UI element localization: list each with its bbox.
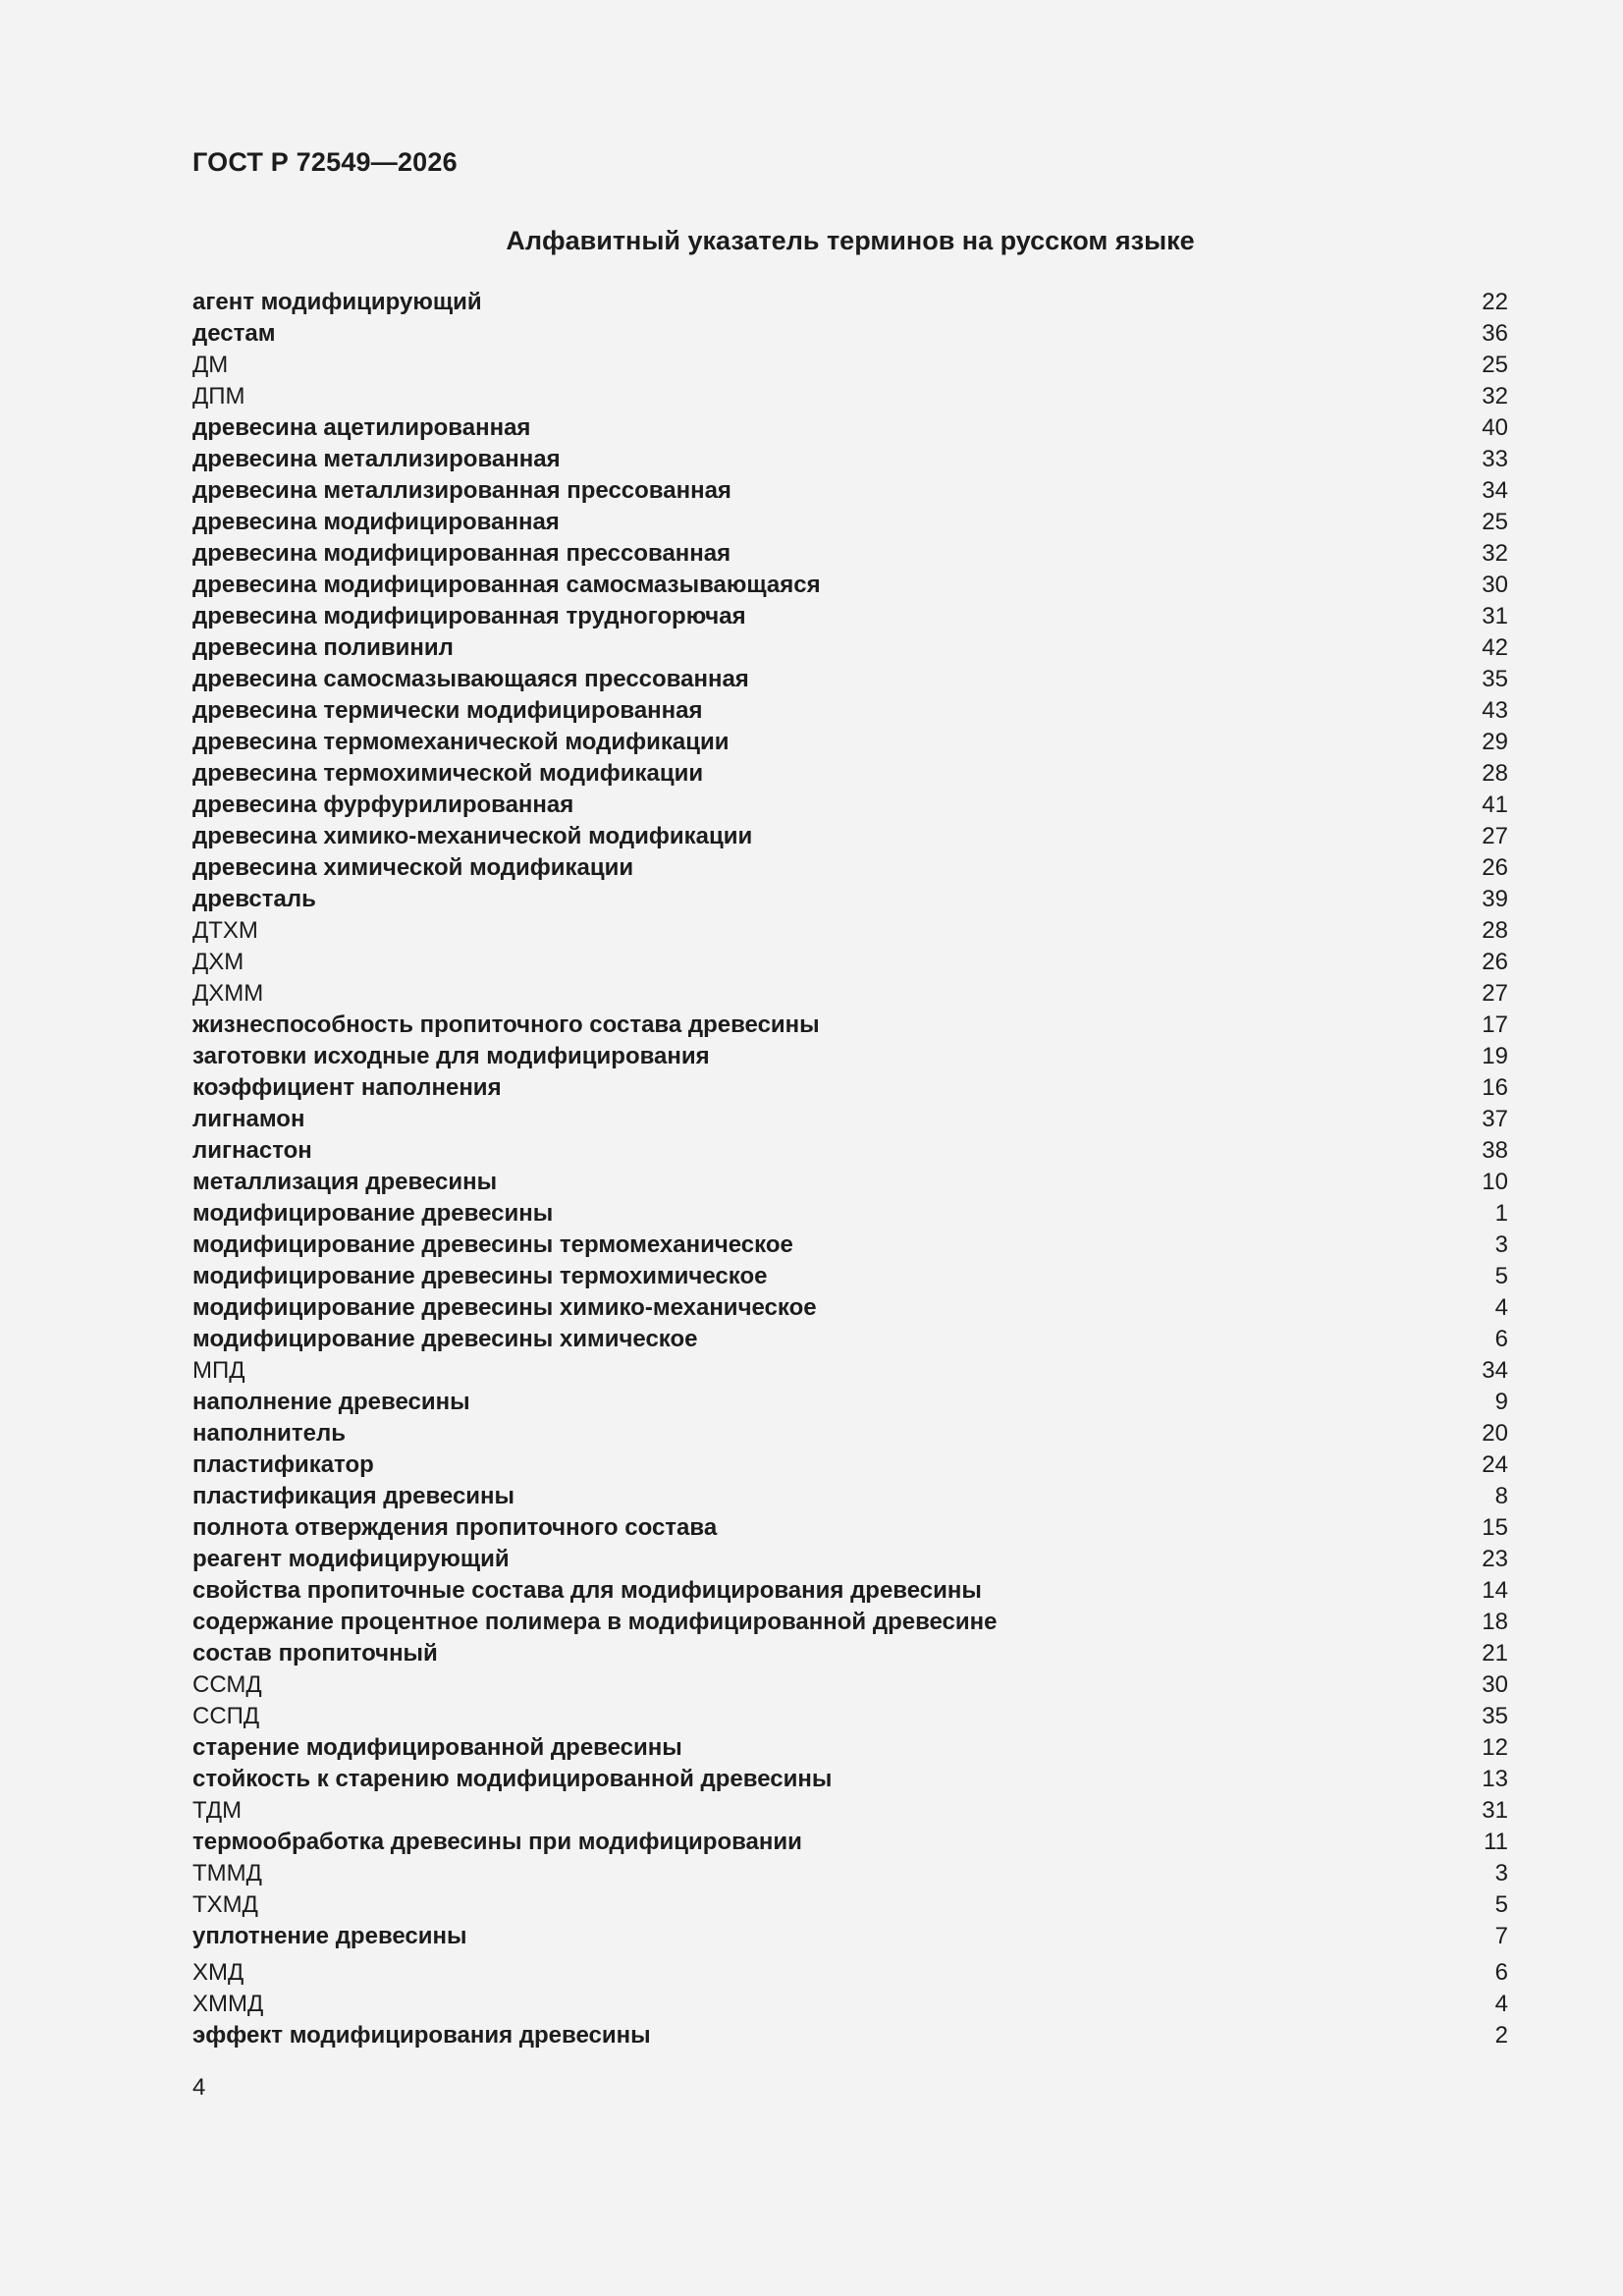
index-entry <box>192 1669 1508 1701</box>
index-term-number: 8 <box>1494 1483 1508 1509</box>
index-term-number: 5 <box>1494 1263 1508 1289</box>
index-entry <box>192 821 1508 852</box>
index-term: наполнитель <box>192 1420 346 1447</box>
index-entry <box>192 1512 1508 1544</box>
index-term: стойкость к старению модифицированной древесины <box>192 1766 833 1792</box>
index-term-number: 38 <box>1482 1137 1508 1164</box>
index-entry <box>192 758 1508 790</box>
index-entry <box>192 1795 1508 1827</box>
index-term: ТХМД <box>192 1891 258 1918</box>
index-entry <box>192 444 1508 475</box>
index-term: содержание процентное полимера в модифицированной древесине <box>192 1609 998 1635</box>
index-term: наполнение древесины <box>192 1389 470 1415</box>
index-entry <box>192 1858 1508 1889</box>
index-entry <box>192 790 1508 821</box>
index-term-number: 26 <box>1482 949 1508 975</box>
index-term-number: 28 <box>1482 760 1508 787</box>
index-entry <box>192 381 1508 412</box>
index-term: дестам <box>192 320 276 347</box>
index-term-number: 37 <box>1482 1106 1508 1132</box>
index-entry <box>192 884 1508 915</box>
index-term: металлизация древесины <box>192 1169 498 1195</box>
index-entry <box>192 727 1508 758</box>
index-entry <box>192 947 1508 978</box>
index-term: модифицирование древесины термомеханическое <box>192 1231 793 1258</box>
index-term: древесина термомеханической модификации <box>192 729 730 755</box>
index-term: уплотнение древесины <box>192 1923 467 1949</box>
index-term-number: 29 <box>1482 729 1508 755</box>
index-term-number: 9 <box>1494 1389 1508 1415</box>
index-term-number: 18 <box>1482 1609 1508 1635</box>
index-term-number: 35 <box>1482 666 1508 692</box>
index-entry <box>192 852 1508 884</box>
index-term: жизнеспособность пропиточного состава древесины <box>192 1011 820 1038</box>
index-term: термообработка древесины при модифицировании <box>192 1829 802 1855</box>
index-term-number: 26 <box>1482 854 1508 881</box>
index-entry <box>192 350 1508 381</box>
index-term-number: 32 <box>1482 383 1508 410</box>
index-term: пластификатор <box>192 1451 374 1478</box>
index-term-number: 4 <box>1494 1991 1508 2017</box>
index-term-number: 19 <box>1482 1043 1508 1069</box>
index-entry <box>192 1732 1508 1764</box>
index-title: Алфавитный указатель терминов на русском языке <box>506 226 1195 255</box>
index-entry <box>192 1041 1508 1072</box>
index-term: древесина поливинил <box>192 634 454 661</box>
index-term: ДХМ <box>192 949 244 975</box>
index-entry <box>192 1135 1508 1167</box>
index-term-number: 22 <box>1482 289 1508 315</box>
index-entry <box>192 318 1508 350</box>
index-entry <box>192 1764 1508 1795</box>
index-entry <box>192 1324 1508 1355</box>
index-entry <box>192 1481 1508 1512</box>
index-entry <box>192 1544 1508 1575</box>
index-entry <box>192 507 1508 538</box>
index-entry <box>192 695 1508 727</box>
index-term: древесина ацетилированная <box>192 414 531 441</box>
index-term: МПД <box>192 1357 245 1384</box>
index-term-number: 40 <box>1482 414 1508 441</box>
index-entry <box>192 1607 1508 1638</box>
index-term: ХММД <box>192 1991 264 2017</box>
index-term: лигнастон <box>192 1137 312 1164</box>
index-term-number: 15 <box>1482 1514 1508 1541</box>
index-term: древесина самосмазывающаяся прессованная <box>192 666 749 692</box>
index-term-number: 27 <box>1482 980 1508 1007</box>
index-entry <box>192 601 1508 632</box>
index-term-number: 34 <box>1482 477 1508 504</box>
index-term-number: 35 <box>1482 1703 1508 1729</box>
index-term-number: 28 <box>1482 917 1508 944</box>
index-term-number: 30 <box>1482 572 1508 598</box>
index-term: ТММД <box>192 1860 262 1886</box>
index-entry <box>192 632 1508 664</box>
index-term: ДМ <box>192 352 229 378</box>
index-term-number: 41 <box>1482 792 1508 818</box>
index-entry <box>192 1072 1508 1104</box>
index-entry <box>192 1638 1508 1669</box>
index-entry <box>192 412 1508 444</box>
page-number: 4 <box>192 2074 206 2101</box>
index-entry <box>192 1167 1508 1198</box>
index-term-number: 10 <box>1482 1169 1508 1195</box>
index-term-number: 6 <box>1494 1959 1508 1986</box>
index-term: древесина модифицированная самосмазывающаяся <box>192 572 821 598</box>
term-index-list <box>192 287 1508 2051</box>
index-term: заготовки исходные для модифицирования <box>192 1043 710 1069</box>
index-term: древесина металлизированная прессованная <box>192 477 731 504</box>
index-entry <box>192 1010 1508 1041</box>
index-term: модифицирование древесины <box>192 1200 554 1227</box>
index-term-number: 31 <box>1482 1797 1508 1824</box>
index-entry <box>192 1198 1508 1230</box>
index-entry <box>192 475 1508 507</box>
index-entry <box>192 1355 1508 1387</box>
index-term-number: 24 <box>1482 1451 1508 1478</box>
index-entry <box>192 1921 1508 1952</box>
index-entry <box>192 1230 1508 1261</box>
index-term-number: 33 <box>1482 446 1508 472</box>
index-term: ДХММ <box>192 980 264 1007</box>
index-term-number: 39 <box>1482 886 1508 912</box>
index-term-number: 3 <box>1494 1231 1508 1258</box>
index-term: агент модифицирующий <box>192 289 482 315</box>
index-entry <box>192 1827 1508 1858</box>
index-term: древесина химической модификации <box>192 854 634 881</box>
index-term: ДТХМ <box>192 917 258 944</box>
index-term-number: 6 <box>1494 1326 1508 1352</box>
index-term-number: 21 <box>1482 1640 1508 1667</box>
index-term-number: 11 <box>1484 1829 1508 1855</box>
index-term-number: 23 <box>1482 1546 1508 1572</box>
index-term: древесина термически модифицированная <box>192 697 703 724</box>
index-term-number: 36 <box>1482 320 1508 347</box>
index-entry <box>192 1387 1508 1418</box>
index-entry <box>192 1701 1508 1732</box>
index-term: древесина металлизированная <box>192 446 561 472</box>
index-term-number: 14 <box>1482 1577 1508 1604</box>
index-entry <box>192 1104 1508 1135</box>
index-term: ХМД <box>192 1959 244 1986</box>
index-term: древсталь <box>192 886 316 912</box>
index-term: древесина модифицированная прессованная <box>192 540 731 567</box>
index-entry <box>192 1957 1508 1989</box>
index-term-number: 20 <box>1482 1420 1508 1447</box>
index-term-number: 32 <box>1482 540 1508 567</box>
index-term-number: 25 <box>1482 509 1508 535</box>
index-term: модифицирование древесины химико-механическое <box>192 1294 817 1321</box>
index-term: древесина модифицированная трудногорючая <box>192 603 746 629</box>
index-term: реагент модифицирующий <box>192 1546 510 1572</box>
index-term: полнота отверждения пропиточного состава <box>192 1514 718 1541</box>
index-term: свойства пропиточные состава для модифицирования древесины <box>192 1577 982 1604</box>
index-term-number: 2 <box>1494 2022 1508 2049</box>
index-entry <box>192 1261 1508 1292</box>
index-term: эффект модифицирования древесины <box>192 2022 651 2049</box>
document-header: ГОСТ Р 72549—2026 <box>192 147 458 177</box>
index-term-number: 4 <box>1494 1294 1508 1321</box>
index-term-number: 1 <box>1494 1200 1508 1227</box>
index-term-number: 25 <box>1482 352 1508 378</box>
index-term-number: 3 <box>1494 1860 1508 1886</box>
index-entry <box>192 570 1508 601</box>
index-term: модифицирование древесины химическое <box>192 1326 698 1352</box>
index-entry <box>192 1292 1508 1324</box>
index-term: ДПМ <box>192 383 245 410</box>
index-entry <box>192 915 1508 947</box>
index-term-number: 31 <box>1482 603 1508 629</box>
index-term-number: 27 <box>1482 823 1508 849</box>
index-term: коэффициент наполнения <box>192 1074 502 1101</box>
index-term: лигнамон <box>192 1106 305 1132</box>
index-entry <box>192 978 1508 1010</box>
index-term: ССМД <box>192 1671 262 1698</box>
index-term-number: 17 <box>1482 1011 1508 1038</box>
index-entry <box>192 2020 1508 2051</box>
index-entry <box>192 1889 1508 1921</box>
index-term: модифицирование древесины термохимическое <box>192 1263 768 1289</box>
index-term: древесина фурфурилированная <box>192 792 574 818</box>
index-term-number: 12 <box>1482 1734 1508 1761</box>
index-term-number: 34 <box>1482 1357 1508 1384</box>
index-term-number: 7 <box>1494 1923 1508 1949</box>
index-entry <box>192 538 1508 570</box>
index-entry <box>192 287 1508 318</box>
index-term: пластификация древесины <box>192 1483 515 1509</box>
index-term-number: 43 <box>1482 697 1508 724</box>
index-term-number: 30 <box>1482 1671 1508 1698</box>
index-term: старение модифицированной древесины <box>192 1734 682 1761</box>
index-entry <box>192 1449 1508 1481</box>
index-term-number: 42 <box>1482 634 1508 661</box>
index-term: древесина химико-механической модификации <box>192 823 753 849</box>
index-term: древесина модифицированная <box>192 509 560 535</box>
index-term-number: 13 <box>1482 1766 1508 1792</box>
index-term: ТДМ <box>192 1797 243 1824</box>
index-term: древесина термохимической модификации <box>192 760 704 787</box>
index-entry <box>192 1418 1508 1449</box>
index-term: ССПД <box>192 1703 260 1729</box>
index-entry <box>192 1989 1508 2020</box>
index-entry <box>192 664 1508 695</box>
index-term: состав пропиточный <box>192 1640 438 1667</box>
index-term-number: 5 <box>1494 1891 1508 1918</box>
index-term-number: 16 <box>1482 1074 1508 1101</box>
index-entry <box>192 1575 1508 1607</box>
